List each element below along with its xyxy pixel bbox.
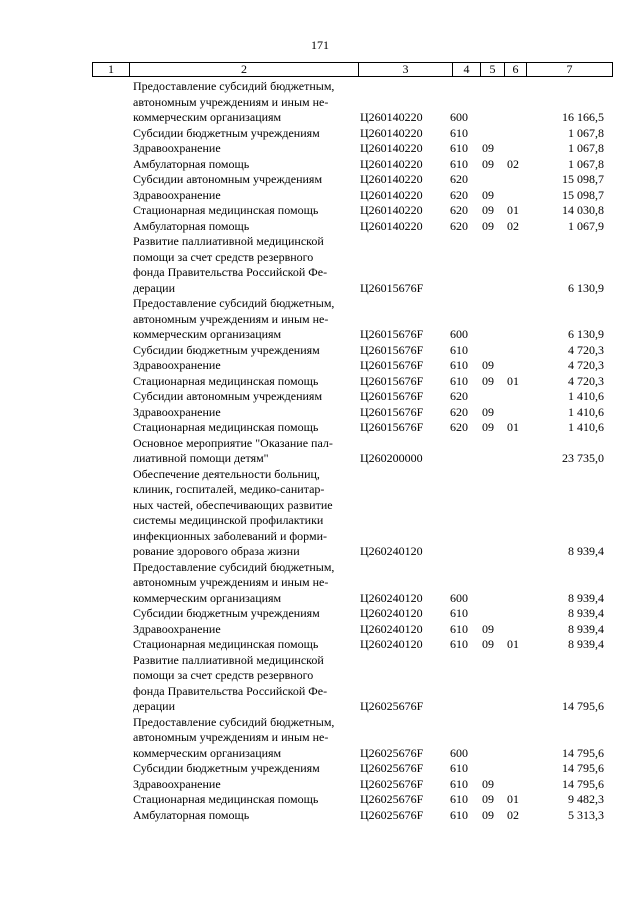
- row-subsection: 02: [507, 807, 519, 822]
- row-code: Ц26025676F: [360, 792, 424, 806]
- row-subsection: 01: [507, 203, 519, 217]
- row-amount: 8 939,4: [568, 637, 604, 651]
- row-expense-type: 620: [450, 172, 468, 186]
- table-row: [0, 203, 640, 219]
- description-line: фонда Правительства Российской Фе-: [133, 265, 328, 279]
- row-section: 09: [482, 637, 494, 651]
- description-line: рование здорового образа жизни: [133, 544, 300, 558]
- row-description: [133, 653, 351, 715]
- description-line: Основное мероприятие "Оказание пал-: [133, 435, 333, 450]
- description-line: фонда Правительства Российской Фе-: [133, 683, 328, 698]
- row-subsection: 02: [507, 156, 519, 171]
- row-expense-type: 620: [450, 420, 468, 434]
- row-description: [133, 389, 351, 405]
- description-line: Амбулаторная помощь: [133, 218, 250, 233]
- description-line: Амбулаторная помощь: [133, 156, 250, 171]
- row-section: 09: [482, 792, 494, 806]
- row-code: Ц260240120: [360, 637, 423, 651]
- table-header: [92, 62, 613, 77]
- row-section: 09: [482, 776, 494, 791]
- row-description: [133, 761, 351, 777]
- row-amount: 6 130,9: [568, 327, 604, 341]
- table-row: [0, 777, 640, 793]
- row-amount: 14 795,6: [562, 761, 604, 775]
- row-amount: 5 313,3: [568, 807, 604, 822]
- header-col-1: 1: [93, 63, 130, 76]
- row-code: Ц26015676F: [360, 420, 424, 434]
- row-expense-type: 620: [450, 218, 468, 233]
- row-code: Ц26015676F: [360, 389, 424, 403]
- row-expense-type: 600: [450, 590, 468, 605]
- row-code: Ц26025676F: [360, 699, 424, 713]
- description-line: системы медицинской профилактики: [133, 513, 324, 527]
- row-description: [133, 343, 351, 359]
- row-description: [133, 405, 351, 421]
- row-amount: 8 939,4: [568, 621, 604, 636]
- row-code: Ц26025676F: [360, 776, 424, 791]
- row-description: [133, 203, 351, 219]
- row-section: 09: [482, 404, 494, 419]
- table-row: [0, 296, 640, 343]
- row-section: 09: [482, 187, 494, 202]
- table-row: [0, 219, 640, 235]
- row-code: Ц260140220: [360, 156, 423, 171]
- row-amount: 1 067,8: [568, 156, 604, 171]
- row-code: Ц26015676F: [360, 373, 424, 388]
- row-expense-type: 600: [450, 110, 468, 124]
- row-description: [133, 606, 351, 622]
- row-expense-type: 610: [450, 792, 468, 806]
- description-line: клиник, госпиталей, медико-санитар-: [133, 482, 325, 496]
- row-amount: 23 735,0: [562, 451, 604, 465]
- header-col-5: 5: [481, 63, 505, 76]
- row-code: Ц26025676F: [360, 761, 424, 775]
- description-line: Субсидии бюджетным учреждениям: [133, 342, 320, 357]
- row-code: Ц260240120: [360, 544, 423, 558]
- description-line: помощи за счет средств резервного: [133, 668, 314, 682]
- description-line: коммерческим организациям: [133, 110, 282, 124]
- row-code: Ц260200000: [360, 451, 423, 465]
- row-section: 09: [482, 218, 494, 233]
- header-col-2: 2: [130, 63, 359, 76]
- row-description: [133, 560, 351, 607]
- row-description: [133, 126, 351, 142]
- row-amount: 9 482,3: [568, 792, 604, 806]
- row-amount: 1 067,8: [568, 125, 604, 140]
- row-amount: 1 410,6: [568, 389, 604, 403]
- row-amount: 4 720,3: [568, 342, 604, 357]
- row-code: Ц260140220: [360, 203, 423, 217]
- row-amount: 4 720,3: [568, 373, 604, 388]
- description-line: помощи за счет средств резервного: [133, 249, 314, 264]
- row-description: [133, 172, 351, 188]
- table-row: [0, 374, 640, 390]
- row-code: Ц260140220: [360, 141, 423, 155]
- table-row: [0, 436, 640, 467]
- description-line: Субсидии бюджетным учреждениям: [133, 125, 320, 140]
- page-number: 171: [311, 38, 329, 52]
- row-amount: 4 720,3: [568, 358, 604, 372]
- table-row: [0, 622, 640, 638]
- description-line: Здравоохранение: [133, 404, 221, 419]
- row-expense-type: 610: [450, 125, 468, 140]
- row-amount: 6 130,9: [568, 280, 604, 295]
- table-row: [0, 405, 640, 421]
- header-col-7: 7: [566, 62, 573, 76]
- description-line: коммерческим организациям: [133, 590, 282, 605]
- row-code: Ц260240120: [360, 590, 423, 605]
- row-code: Ц26015676F: [360, 327, 424, 341]
- header-col-6: 6: [505, 63, 527, 76]
- row-expense-type: 620: [450, 203, 468, 217]
- table-row: [0, 126, 640, 142]
- row-expense-type: 620: [450, 187, 468, 202]
- table-row: [0, 79, 640, 126]
- table-row: [0, 808, 640, 824]
- row-section: 09: [482, 358, 494, 372]
- row-section: 09: [482, 807, 494, 822]
- row-description: [133, 420, 351, 436]
- table-row: [0, 560, 640, 607]
- header-col-4: 4: [453, 63, 481, 76]
- table-row: [0, 761, 640, 777]
- row-description: [133, 234, 351, 296]
- description-line: автономным учреждениям и иным не-: [133, 311, 329, 326]
- row-expense-type: 610: [450, 358, 468, 372]
- description-line: Амбулаторная помощь: [133, 807, 250, 822]
- row-code: Ц260140220: [360, 110, 423, 124]
- row-description: [133, 296, 351, 343]
- row-code: Ц26015676F: [360, 358, 424, 372]
- row-expense-type: 610: [450, 776, 468, 791]
- row-code: Ц260140220: [360, 172, 423, 186]
- description-line: Развитие паллиативной медицинской: [133, 652, 324, 667]
- row-description: [133, 141, 351, 157]
- table-row: [0, 141, 640, 157]
- row-description: [133, 374, 351, 390]
- row-description: [133, 715, 351, 762]
- row-section: 09: [482, 156, 494, 171]
- table-body: [0, 79, 640, 823]
- row-subsection: 01: [507, 373, 519, 388]
- table-row: [0, 234, 640, 296]
- description-line: Стационарная медицинская помощь: [133, 637, 319, 651]
- row-expense-type: 610: [450, 807, 468, 822]
- table-row: [0, 172, 640, 188]
- row-amount: 8 939,4: [568, 606, 604, 620]
- table-row: [0, 606, 640, 622]
- table-row: [0, 343, 640, 359]
- description-line: автономным учреждениям и иным не-: [133, 730, 329, 744]
- description-line: коммерческим организациям: [133, 745, 282, 760]
- row-expense-type: 600: [450, 327, 468, 341]
- row-expense-type: 610: [450, 606, 468, 620]
- description-line: Стационарная медицинская помощь: [133, 203, 319, 217]
- description-line: лиативной помощи детям": [133, 451, 269, 465]
- table-row: [0, 188, 640, 204]
- table-row: [0, 358, 640, 374]
- row-expense-type: 610: [450, 141, 468, 155]
- row-amount: 8 939,4: [568, 544, 604, 558]
- description-line: Здравоохранение: [133, 187, 221, 202]
- description-line: Здравоохранение: [133, 621, 221, 636]
- row-amount: 1 067,8: [568, 141, 604, 155]
- row-code: Ц26025676F: [360, 807, 424, 822]
- row-description: [133, 637, 351, 653]
- row-amount: 14 795,6: [562, 776, 604, 791]
- header-col-3: 3: [359, 63, 453, 76]
- row-amount: 14 795,6: [562, 699, 604, 713]
- row-section: 09: [482, 621, 494, 636]
- row-expense-type: 610: [450, 156, 468, 171]
- row-amount: 8 939,4: [568, 590, 604, 605]
- row-code: Ц26025676F: [360, 745, 424, 760]
- row-amount: 15 098,7: [562, 172, 604, 186]
- table-row: [0, 420, 640, 436]
- row-description: [133, 467, 351, 560]
- row-expense-type: 610: [450, 761, 468, 775]
- row-expense-type: 610: [450, 637, 468, 651]
- row-code: Ц260140220: [360, 125, 423, 140]
- description-line: Субсидии бюджетным учреждениям: [133, 606, 320, 620]
- row-section: 09: [482, 373, 494, 388]
- description-line: дерации: [133, 280, 176, 295]
- description-line: автономным учреждениям и иным не-: [133, 575, 329, 589]
- description-line: Предоставление субсидий бюджетным,: [133, 296, 335, 310]
- row-description: [133, 358, 351, 374]
- row-amount: 1 067,9: [568, 218, 604, 233]
- description-line: Стационарная медицинская помощь: [133, 420, 319, 434]
- table-row: [0, 792, 640, 808]
- row-section: 09: [482, 203, 494, 217]
- row-section: 09: [482, 141, 494, 155]
- row-description: [133, 157, 351, 173]
- description-line: Субсидии автономным учреждениям: [133, 172, 323, 186]
- row-amount: 15 098,7: [562, 187, 604, 202]
- description-line: Предоставление субсидий бюджетным,: [133, 559, 335, 574]
- row-amount: 16 166,5: [562, 110, 604, 124]
- row-expense-type: 610: [450, 373, 468, 388]
- row-code: Ц260140220: [360, 218, 423, 233]
- row-amount: 14 030,8: [562, 203, 604, 217]
- description-line: Обеспечение деятельности больниц,: [133, 466, 320, 481]
- row-expense-type: 610: [450, 342, 468, 357]
- table-row: [0, 637, 640, 653]
- row-expense-type: 620: [450, 389, 468, 403]
- description-line: Предоставление субсидий бюджетным,: [133, 79, 335, 93]
- description-line: Стационарная медицинская помощь: [133, 373, 319, 388]
- description-line: Стационарная медицинская помощь: [133, 792, 319, 806]
- description-line: Развитие паллиативной медицинской: [133, 234, 324, 248]
- row-description: [133, 622, 351, 638]
- description-line: ных частей, обеспечивающих развитие: [133, 497, 333, 512]
- row-description: [133, 436, 351, 467]
- row-subsection: 01: [507, 420, 519, 434]
- row-expense-type: 610: [450, 621, 468, 636]
- row-code: Ц260140220: [360, 187, 423, 202]
- description-line: дерации: [133, 699, 176, 713]
- description-line: Здравоохранение: [133, 358, 221, 372]
- row-subsection: 01: [507, 637, 519, 651]
- description-line: Субсидии бюджетным учреждениям: [133, 761, 320, 775]
- row-amount: 1 410,6: [568, 404, 604, 419]
- row-code: Ц26015676F: [360, 404, 424, 419]
- description-line: Предоставление субсидий бюджетным,: [133, 714, 335, 729]
- row-code: Ц26015676F: [360, 342, 424, 357]
- row-code: Ц260240120: [360, 606, 423, 620]
- row-section: 09: [482, 420, 494, 434]
- row-code: Ц26015676F: [360, 280, 424, 295]
- row-expense-type: 620: [450, 404, 468, 419]
- table-row: [0, 467, 640, 560]
- description-line: Здравоохранение: [133, 141, 221, 155]
- description-line: инфекционных заболеваний и форми-: [133, 528, 327, 543]
- row-description: [133, 219, 351, 235]
- table-row: [0, 715, 640, 762]
- row-code: Ц260240120: [360, 621, 423, 636]
- description-line: Субсидии автономным учреждениям: [133, 389, 323, 403]
- table-row: [0, 389, 640, 405]
- description-line: коммерческим организациям: [133, 327, 282, 341]
- description-line: Здравоохранение: [133, 776, 221, 791]
- row-amount: 14 795,6: [562, 745, 604, 760]
- row-description: [133, 79, 351, 126]
- row-description: [133, 792, 351, 808]
- row-description: [133, 777, 351, 793]
- row-description: [133, 188, 351, 204]
- row-description: [133, 808, 351, 824]
- row-amount: 1 410,6: [568, 420, 604, 434]
- row-subsection: 01: [507, 792, 519, 806]
- description-line: автономным учреждениям и иным не-: [133, 94, 329, 109]
- table-row: [0, 653, 640, 715]
- row-expense-type: 600: [450, 745, 468, 760]
- row-subsection: 02: [507, 218, 519, 233]
- table-row: [0, 157, 640, 173]
